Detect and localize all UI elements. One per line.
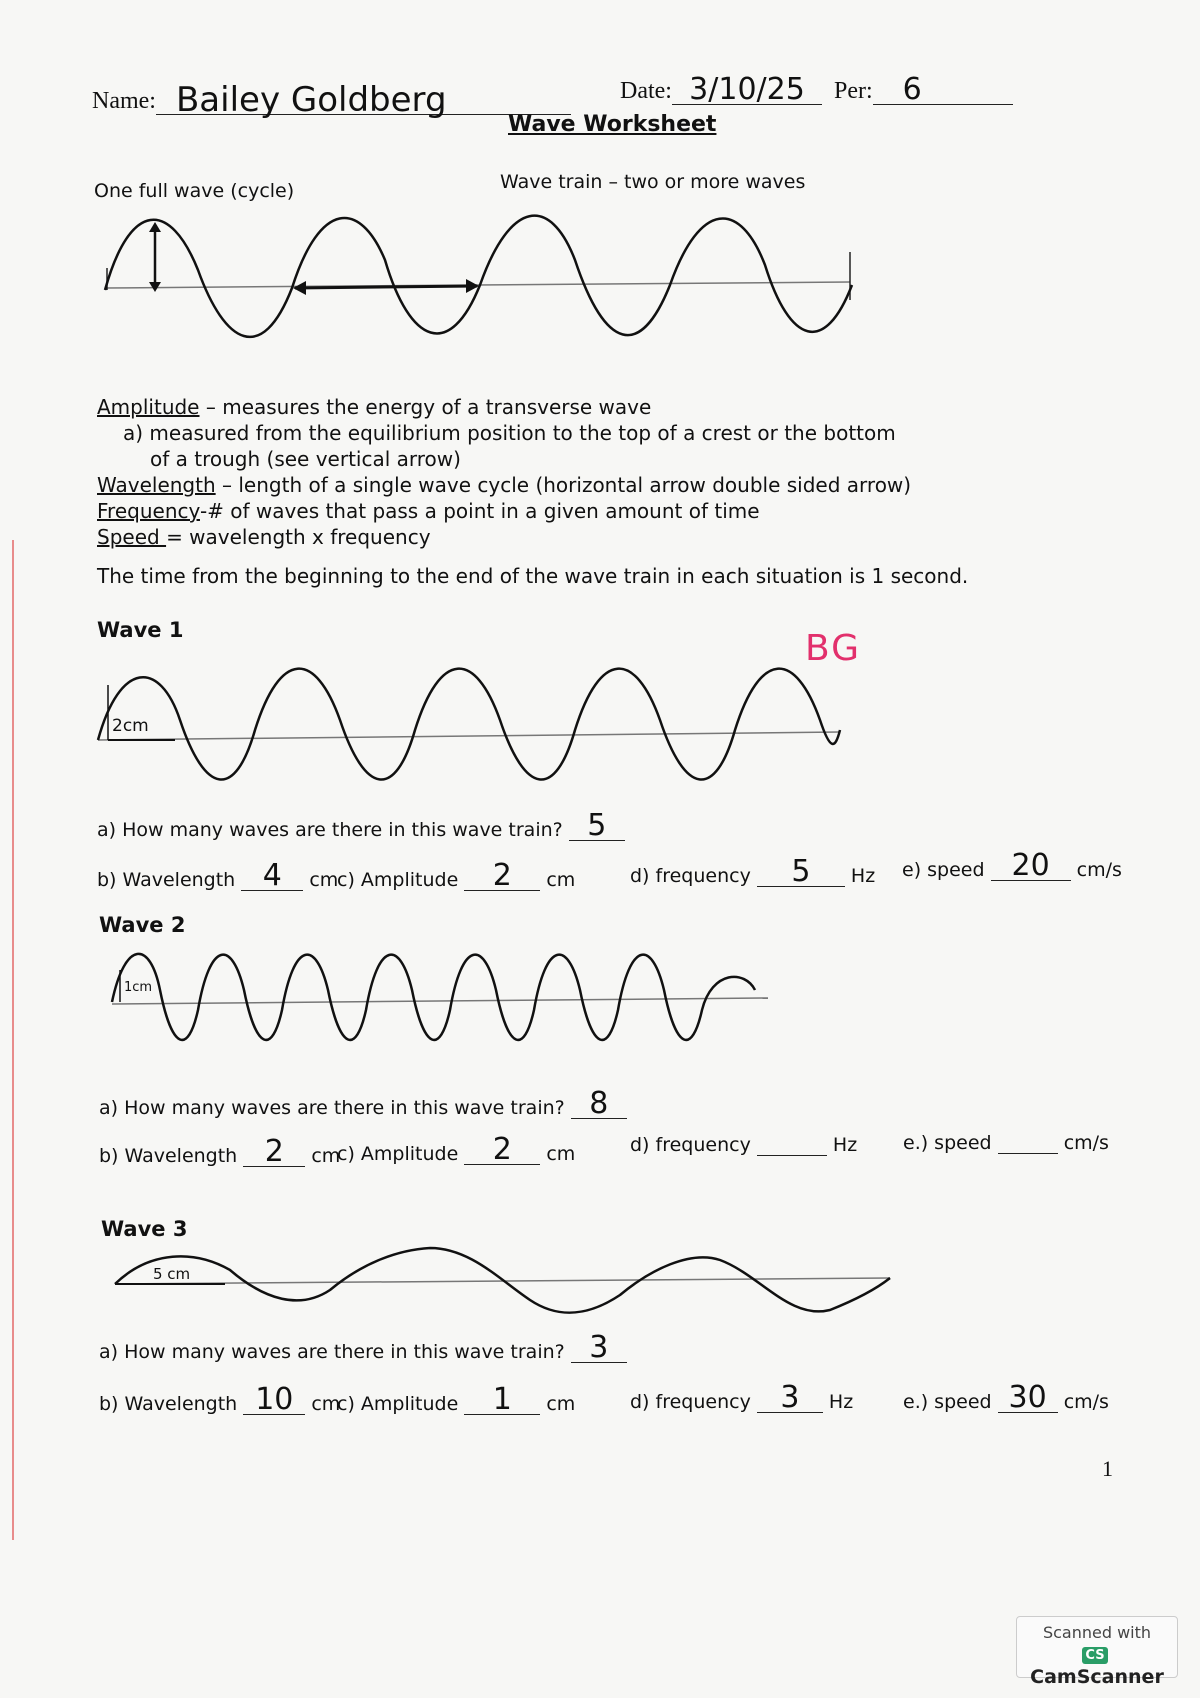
- wavelength-arrow: [295, 286, 477, 288]
- wave1-annotation: 2cm: [112, 716, 149, 736]
- wave1-count-question: [97, 808, 625, 843]
- wave3-amplitude-row: [337, 1382, 576, 1417]
- amplitude-sub-b: of a trough (see vertical arrow): [150, 447, 461, 471]
- wave2-diagram: [0, 930, 1200, 1070]
- wave3-amplitude-label: c) Amplitude: [337, 1393, 459, 1415]
- wave1-speed-label: e) speed: [902, 859, 985, 881]
- wave3-wavelength-label: b) Wavelength: [99, 1393, 238, 1415]
- speed-text: = wavelength x frequency: [166, 525, 431, 549]
- wave2-wavelength-unit: cm: [311, 1145, 341, 1167]
- camscanner-logo-icon: CS: [1082, 1647, 1107, 1664]
- wavelength-term: Wavelength: [97, 473, 216, 497]
- wave1-wavelength-unit: cm: [309, 869, 339, 891]
- wave2-annotation: 1cm: [124, 980, 153, 995]
- wave1-count-answer: 5: [569, 812, 625, 841]
- wave2-speed-label: e.) speed: [903, 1132, 992, 1154]
- wave3-speed-label: e.) speed: [903, 1391, 992, 1413]
- frequency-text: -# of waves that pass a point in a given amount of time: [199, 499, 760, 523]
- wave1-count-label: a) How many waves are there in this wave train?: [97, 819, 563, 841]
- wave2-speed-row: [903, 1132, 1109, 1154]
- wave1-wavelength-row: [97, 858, 339, 893]
- wave3-count-question: [99, 1330, 627, 1365]
- wave3-wavelength-answer: 10: [243, 1386, 305, 1415]
- wave1-frequency-unit: Hz: [850, 865, 876, 887]
- intro-text: The time from the beginning to the end of the wave train in each situation is 1 second.: [97, 564, 969, 588]
- wave1-speed-answer: 20: [991, 852, 1071, 881]
- amplitude-text: – measures the energy of a transverse wave: [199, 395, 652, 419]
- wave3-count-answer: 3: [571, 1334, 627, 1363]
- wavelength-arrow-head-left: [293, 281, 306, 295]
- name-label: Name:: [92, 88, 156, 114]
- speed-term: Speed: [97, 525, 167, 549]
- wave3-curve: [115, 1248, 890, 1313]
- amplitude-term: Amplitude: [97, 395, 200, 419]
- wave1-amplitude-unit: cm: [546, 869, 576, 891]
- wave2-count-label: a) How many waves are there in this wave train?: [99, 1097, 565, 1119]
- full-wave-label: One full wave (cycle): [94, 180, 295, 202]
- camscanner-watermark: [1016, 1616, 1178, 1688]
- watermark-brand: [1017, 1644, 1177, 1688]
- wave2-count-question: [99, 1086, 627, 1121]
- period-field: 6: [873, 76, 1013, 105]
- watermark-top-text: Scanned with: [1042, 1623, 1152, 1642]
- wave3-frequency-row: [630, 1380, 854, 1415]
- wave2-amplitude-answer: 2: [464, 1136, 540, 1165]
- wave3-amplitude-unit: cm: [546, 1393, 576, 1415]
- wave2-wavelength-label: b) Wavelength: [99, 1145, 238, 1167]
- wavelength-definition: [97, 472, 911, 498]
- wave2-title: Wave 2: [99, 913, 186, 937]
- wave2-frequency-answer: [757, 1155, 827, 1156]
- amplitude-arrow-head-up: [149, 222, 161, 232]
- wave1-curve: [98, 669, 840, 780]
- wave3-speed-row: [903, 1380, 1109, 1415]
- date-field: 3/10/25: [672, 76, 822, 105]
- wave1-wavelength-label: b) Wavelength: [97, 869, 236, 891]
- amplitude-definition: [97, 394, 651, 420]
- wave2-frequency-row: [630, 1134, 857, 1156]
- wave3-amplitude-answer: 1: [464, 1386, 540, 1415]
- wave2-frequency-label: d) frequency: [630, 1134, 751, 1156]
- wave2-amplitude-unit: cm: [546, 1143, 576, 1165]
- wave1-frequency-label: d) frequency: [630, 865, 751, 887]
- wave1-frequency-row: [630, 854, 876, 889]
- page-number: 1: [1102, 1456, 1113, 1481]
- wave3-wavelength-row: [99, 1382, 341, 1417]
- worksheet-title: Wave Worksheet: [508, 112, 717, 137]
- wave1-wavelength-answer: 4: [241, 862, 303, 891]
- wave1-equilibrium: [98, 732, 840, 740]
- frequency-term: Frequency: [97, 499, 200, 523]
- wave2-frequency-unit: Hz: [832, 1134, 858, 1156]
- wave1-speed-unit: cm/s: [1076, 859, 1122, 881]
- wave2-count-answer: 8: [571, 1090, 627, 1119]
- wave3-title: Wave 3: [101, 1217, 188, 1241]
- date-label: Date:: [620, 78, 672, 104]
- wave-train-label: Wave train – two or more waves: [500, 171, 806, 193]
- wave2-amplitude-row: [337, 1132, 576, 1167]
- wave2-wavelength-answer: 2: [243, 1138, 305, 1167]
- wave2-speed-answer: [998, 1153, 1058, 1154]
- wave1-speed-row: [902, 848, 1122, 883]
- period-label: Per:: [833, 78, 873, 104]
- wave1-frequency-answer: 5: [757, 858, 845, 887]
- wave2-equilibrium: [112, 998, 768, 1004]
- wave2-wavelength-row: [99, 1134, 341, 1169]
- wave3-count-label: a) How many waves are there in this wave train?: [99, 1341, 565, 1363]
- wave1-title: Wave 1: [97, 618, 184, 642]
- wave3-frequency-answer: 3: [757, 1384, 823, 1413]
- equilibrium-line: [105, 282, 850, 288]
- wave2-speed-unit: cm/s: [1063, 1132, 1109, 1154]
- wave1-amplitude-row: [337, 858, 576, 893]
- wave1-amplitude-label: c) Amplitude: [337, 869, 459, 891]
- wave1-amplitude-answer: 2: [464, 862, 540, 891]
- amplitude-sub-a: a) measured from the equilibrium position to the top of a crest or the bottom: [123, 421, 896, 445]
- wave3-wavelength-unit: cm: [311, 1393, 341, 1415]
- example-wave-curve: [105, 216, 852, 337]
- example-wave-diagram: [0, 0, 1200, 380]
- name-field: Bailey Goldberg: [156, 86, 571, 115]
- speed-definition: [97, 524, 431, 550]
- frequency-definition: [97, 498, 760, 524]
- wavelength-text: – length of a single wave cycle (horizontal arrow double sided arrow): [215, 473, 912, 497]
- wave3-speed-unit: cm/s: [1063, 1391, 1109, 1413]
- wave3-speed-answer: 30: [998, 1384, 1058, 1413]
- wave2-curve: [112, 954, 755, 1040]
- wave3-frequency-unit: Hz: [828, 1391, 854, 1413]
- wave2-amplitude-label: c) Amplitude: [337, 1143, 459, 1165]
- student-initials: BG: [805, 628, 861, 669]
- wave3-frequency-label: d) frequency: [630, 1391, 751, 1413]
- wave3-annotation: 5 cm: [153, 1265, 191, 1283]
- watermark-brand-text: CamScanner: [1030, 1666, 1164, 1688]
